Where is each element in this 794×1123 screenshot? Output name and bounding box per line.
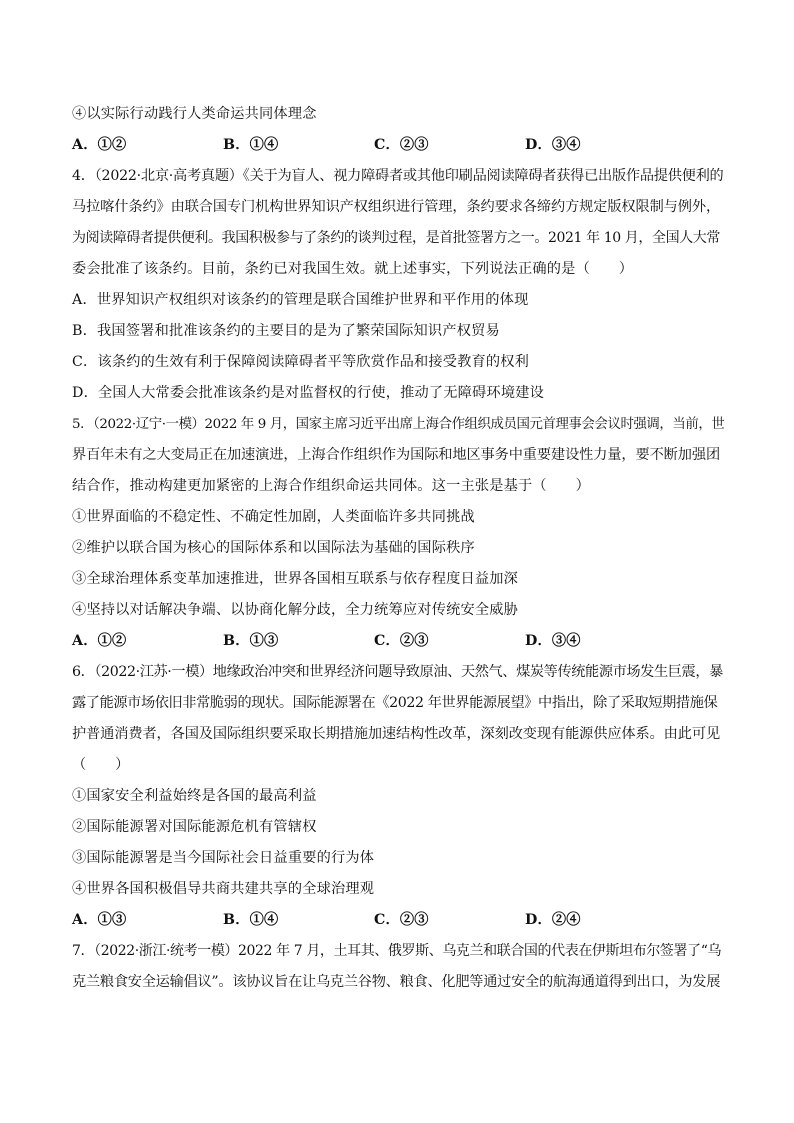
q4-stem-line: 委会批准了该条约。目前，条约已对我国生效。就上述事实，下列说法正确的是（ ） (72, 261, 634, 277)
q5-option-d: D．③④ (525, 633, 581, 649)
q6-options (72, 905, 724, 936)
q4-stem-line: 4．（2022·北京·高考真题）《关于为盲人、视力障碍者或其他印刷品阅读障碍者获得已出版作品提供便利的 (72, 168, 724, 184)
q5-option-a: A．①② (72, 633, 127, 649)
q6-statement-2: ②国际能源署对国际能源危机有管辖权 (72, 819, 317, 835)
q7-stem-line: 7．（2022·浙江·统考一模）2022 年 7 月，土耳其、俄罗斯、乌克兰和联合国的代表在伊斯坦布尔签署了“乌 (72, 943, 722, 959)
q6-statement-1: ①国家安全利益始终是各国的最高利益 (72, 788, 317, 804)
q3-option-b: B．①④ (223, 137, 279, 153)
q4-choice-a: A．世界知识产权组织对该条约的管理是联合国维护世界和平作用的体现 (72, 292, 529, 308)
q5-options (72, 626, 724, 657)
q6-option-a: A．①③ (72, 912, 127, 928)
q6-statement-3: ③国际能源署是当今国际社会日益重要的行为体 (72, 850, 375, 866)
q5-statement-2: ②维护以联合国为核心的国际体系和以国际法为基础的国际秩序 (72, 540, 475, 556)
q3-option-d: D．③④ (525, 137, 581, 153)
q6-statement-4: ④世界各国积极倡导共商共建共享的全球治理观 (72, 881, 375, 897)
q3-option-c: C．②③ (374, 137, 429, 153)
q5-stem-line: 界百年未有之大变局正在加速演进，上海合作组织作为国际和地区事务中重要建设性力量，要不断加强团 (72, 447, 721, 463)
q4-choice-b: B．我国签署和批准该条约的主要目的是为了繁荣国际知识产权贸易 (72, 323, 500, 339)
q6-stem-line: （ ） (72, 757, 130, 773)
q6-option-d: D．②④ (525, 912, 581, 928)
q3-statement-4: ④以实际行动践行人类命运共同体理念 (72, 106, 317, 122)
q5-statement-1: ①世界面临的不稳定性、不确定性加剧，人类面临许多共同挑战 (72, 509, 475, 525)
q6-stem-line: 6．（2022·江苏·一模）地缘政治冲突和世界经济问题导致原油、天然气、煤炭等传统能源市场发生巨震，暴 (72, 664, 723, 680)
question-5 (72, 409, 724, 657)
q6-option-b: B．①④ (223, 912, 279, 928)
question-6 (72, 657, 724, 936)
q4-choice-c: C．该条约的生效有利于保障阅读障碍者平等欣赏作品和接受教育的权利 (72, 354, 530, 370)
question-7 (72, 936, 724, 998)
q7-stem-line: 克兰粮食安全运输倡议”。该协议旨在让乌克兰谷物、粮食、化肥等通过安全的航海通道得到出口，为发展 (72, 974, 721, 990)
q5-stem-line: 5．（2022·辽宁·一模）2022 年 9 月，国家主席习近平出席上海合作组织成员国元首理事会会议时强调，当前，世 (72, 417, 725, 432)
q5-stem-line: 结合作，推动构建更加紧密的上海合作组织命运共同体。这一主张是基于（ ） (72, 478, 590, 494)
q4-stem-line: 为阅读障碍者提供便利。我国积极参与了条约的谈判过程，是首批签署方之一。2021 年 10 月，全国人大常 (72, 230, 720, 246)
question-4 (72, 161, 724, 409)
q4-stem-line: 马拉喀什条约》由联合国专门机构世界知识产权组织进行管理，条约要求各缔约方规定版权限制与例外， (72, 199, 721, 215)
q5-statement-3: ③全球治理体系变革加速推进，世界各国相互联系与依存程度日益加深 (72, 571, 519, 587)
q5-statement-4: ④坚持以对话解决争端、以协商化解分歧，全力统筹应对传统安全威胁 (72, 602, 519, 618)
q6-stem-line: 露了能源市场依旧非常脆弱的现状。国际能源署在《2022 年世界能源展望》中指出，除了采取短期措施保 (72, 695, 718, 711)
q5-option-c: C．②③ (374, 633, 429, 649)
document-page (72, 99, 724, 998)
q6-option-c: C．②③ (374, 912, 429, 928)
q6-stem-line: 护普通消费者，各国及国际组织要采取长期措施加速结构性改革，深刻改变现有能源供应体系。由此可见 (72, 726, 721, 742)
q4-choice-d: D．全国人大常委会批准该条约是对监督权的行使，推动了无障碍环境建设 (72, 385, 544, 401)
q3-option-a: A．①② (72, 137, 127, 153)
q3-options (72, 130, 724, 161)
q5-option-b: B．①③ (223, 633, 279, 649)
